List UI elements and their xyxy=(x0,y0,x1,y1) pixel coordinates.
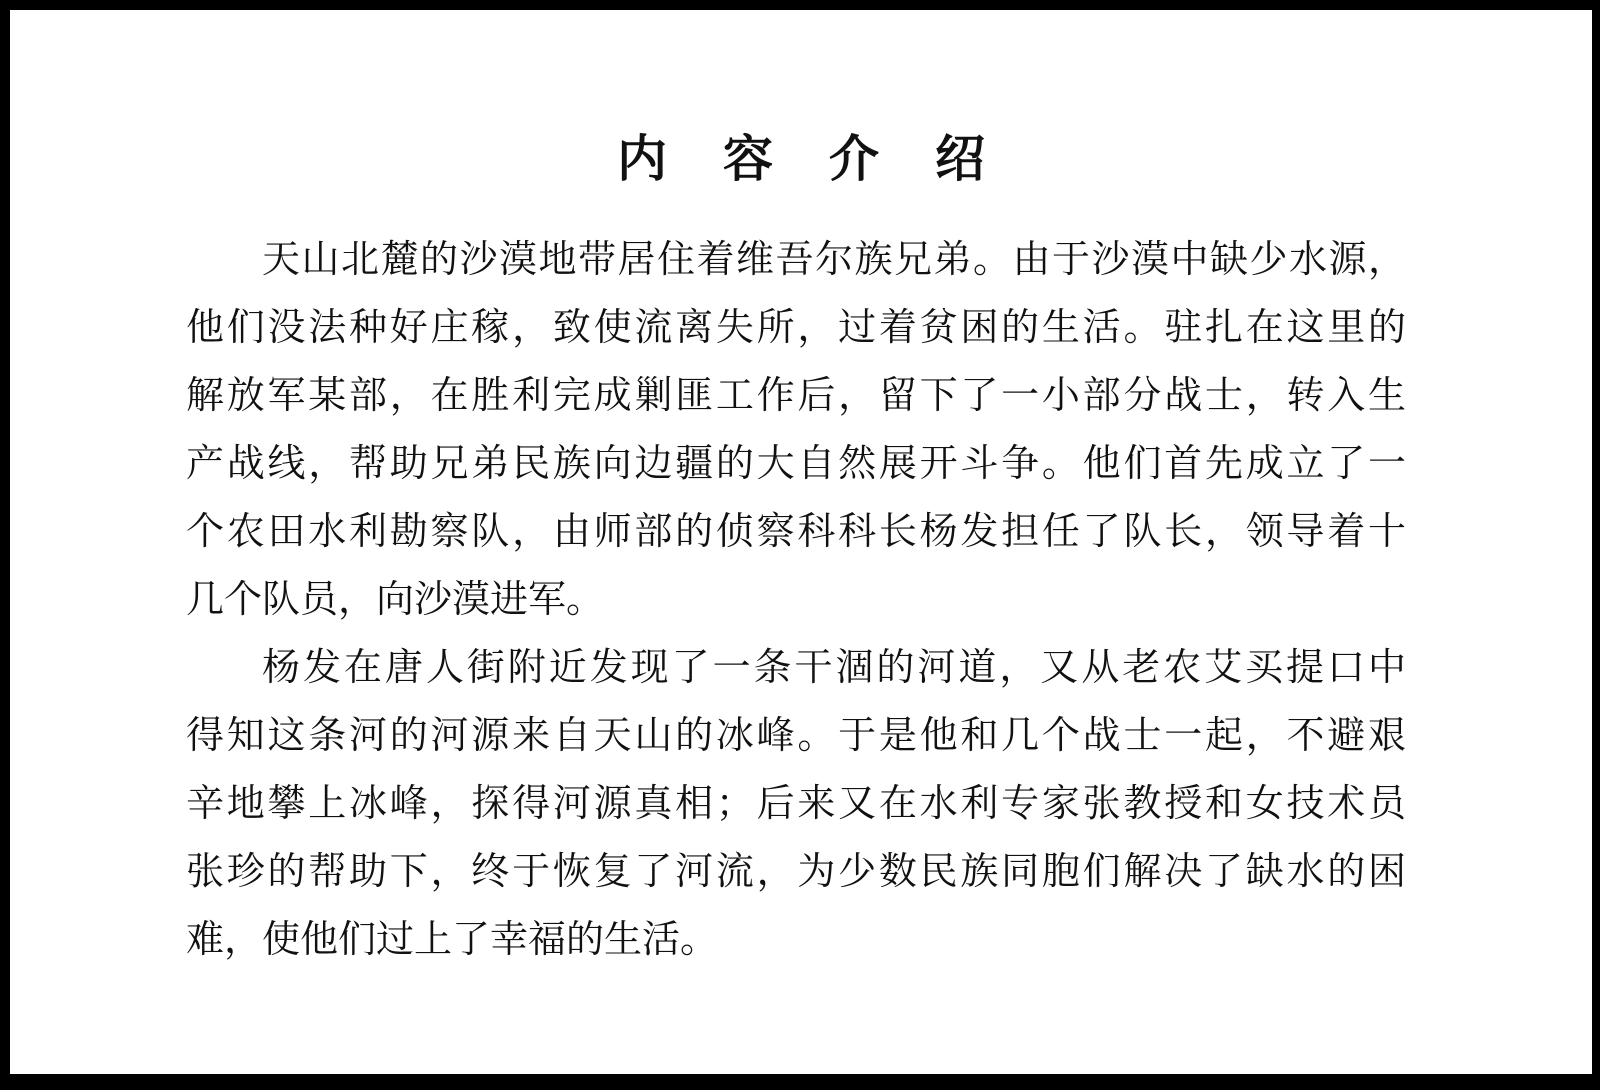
page-title xyxy=(10,128,1592,190)
title-char: 容 xyxy=(723,130,773,188)
title-char: 绍 xyxy=(935,130,985,188)
title-char: 内 xyxy=(617,130,667,188)
paragraph-line: 他们没法种好庄稼，致使流离失所，过着贫困的生活。驻扎在这里的 xyxy=(186,305,1406,349)
paragraph-line: 杨发在唐人街附近发现了一条干涸的河道，又从老农艾买提口中 xyxy=(262,645,1406,689)
paragraph-line: 得知这条河的河源来自天山的冰峰。于是他和几个战士一起，不避艰 xyxy=(186,713,1406,757)
paragraph-line: 张珍的帮助下，终于恢复了河流，为少数民族同胞们解决了缺水的困 xyxy=(186,849,1406,893)
paragraph-line: 个农田水利勘察队，由师部的侦察科科长杨发担任了队长，领导着十 xyxy=(186,509,1406,553)
title-char: 介 xyxy=(829,130,879,188)
body-text xyxy=(186,225,1406,973)
page xyxy=(10,10,1592,1074)
paragraph-line: 辛地攀上冰峰，探得河源真相；后来又在水利专家张教授和女技术员 xyxy=(186,781,1406,825)
paragraph-line: 几个队员，向沙漠进军。 xyxy=(186,577,605,621)
paragraph-line: 天山北麓的沙漠地带居住着维吾尔族兄弟。由于沙漠中缺少水源， xyxy=(262,237,1406,281)
paragraph-line: 解放军某部，在胜利完成剿匪工作后，留下了一小部分战士，转入生 xyxy=(186,373,1406,417)
paragraph-line: 难，使他们过上了幸福的生活。 xyxy=(186,917,719,961)
paragraph-line: 产战线，帮助兄弟民族向边疆的大自然展开斗争。他们首先成立了一 xyxy=(186,441,1406,485)
